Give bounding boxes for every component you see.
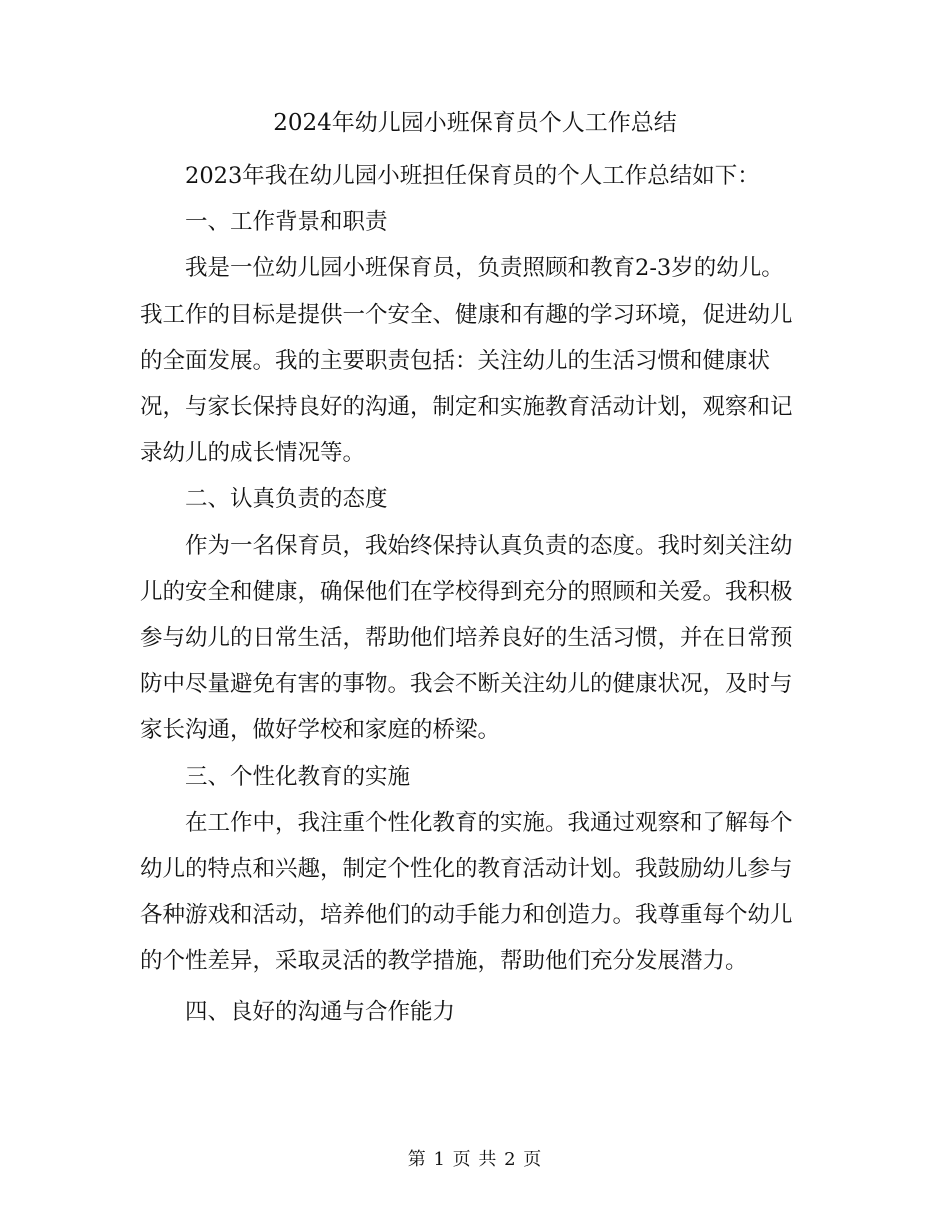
section-body-1: 我是一位幼儿园小班保育员，负责照顾和教育2-3岁的幼儿。我工作的目标是提供一个安全、健康和有趣的学习环境，促进幼儿的全面发展。我的主要职责包括：关注幼儿的生活习惯和健康状况，与家长保持良好的沟通，制定和实施教育活动计划，观察和记录幼儿的成长情况等。: [140, 255, 793, 467]
section-heading-1: 一、工作背景和职责: [185, 209, 388, 236]
document-body: [140, 153, 800, 1035]
section-body-3: 在工作中，我注重个性化教育的实施。我通过观察和了解每个幼儿的特点和兴趣，制定个性化的教育活动计划。我鼓励幼儿参与各种游戏和活动，培养他们的动手能力和创造力。我尊重每个幼儿的个性差异，采取灵活的教学措施，帮助他们充分发展潜力。: [140, 809, 793, 975]
intro-paragraph: 2023年我在幼儿园小班担任保育员的个人工作总结如下：: [185, 163, 760, 189]
section-heading-4: 四、良好的沟通与合作能力: [185, 998, 456, 1025]
section-heading-3: 三、个性化教育的实施: [185, 763, 411, 790]
document-title: 2024年幼儿园小班保育员个人工作总结: [273, 110, 677, 136]
section-heading-2: 二、认真负责的态度: [185, 486, 388, 513]
page-footer: 第 1 页 共 2 页: [407, 1149, 543, 1170]
section-body-2: 作为一名保育员，我始终保持认真负责的态度。我时刻关注幼儿的安全和健康，确保他们在学校得到充分的照顾和关爱。我积极参与幼儿的日常生活，帮助他们培养良好的生活习惯，并在日常预防中尽量避免有害的事物。我会不断关注幼儿的健康状况，及时与家长沟通，做好学校和家庭的桥梁。: [140, 532, 793, 744]
